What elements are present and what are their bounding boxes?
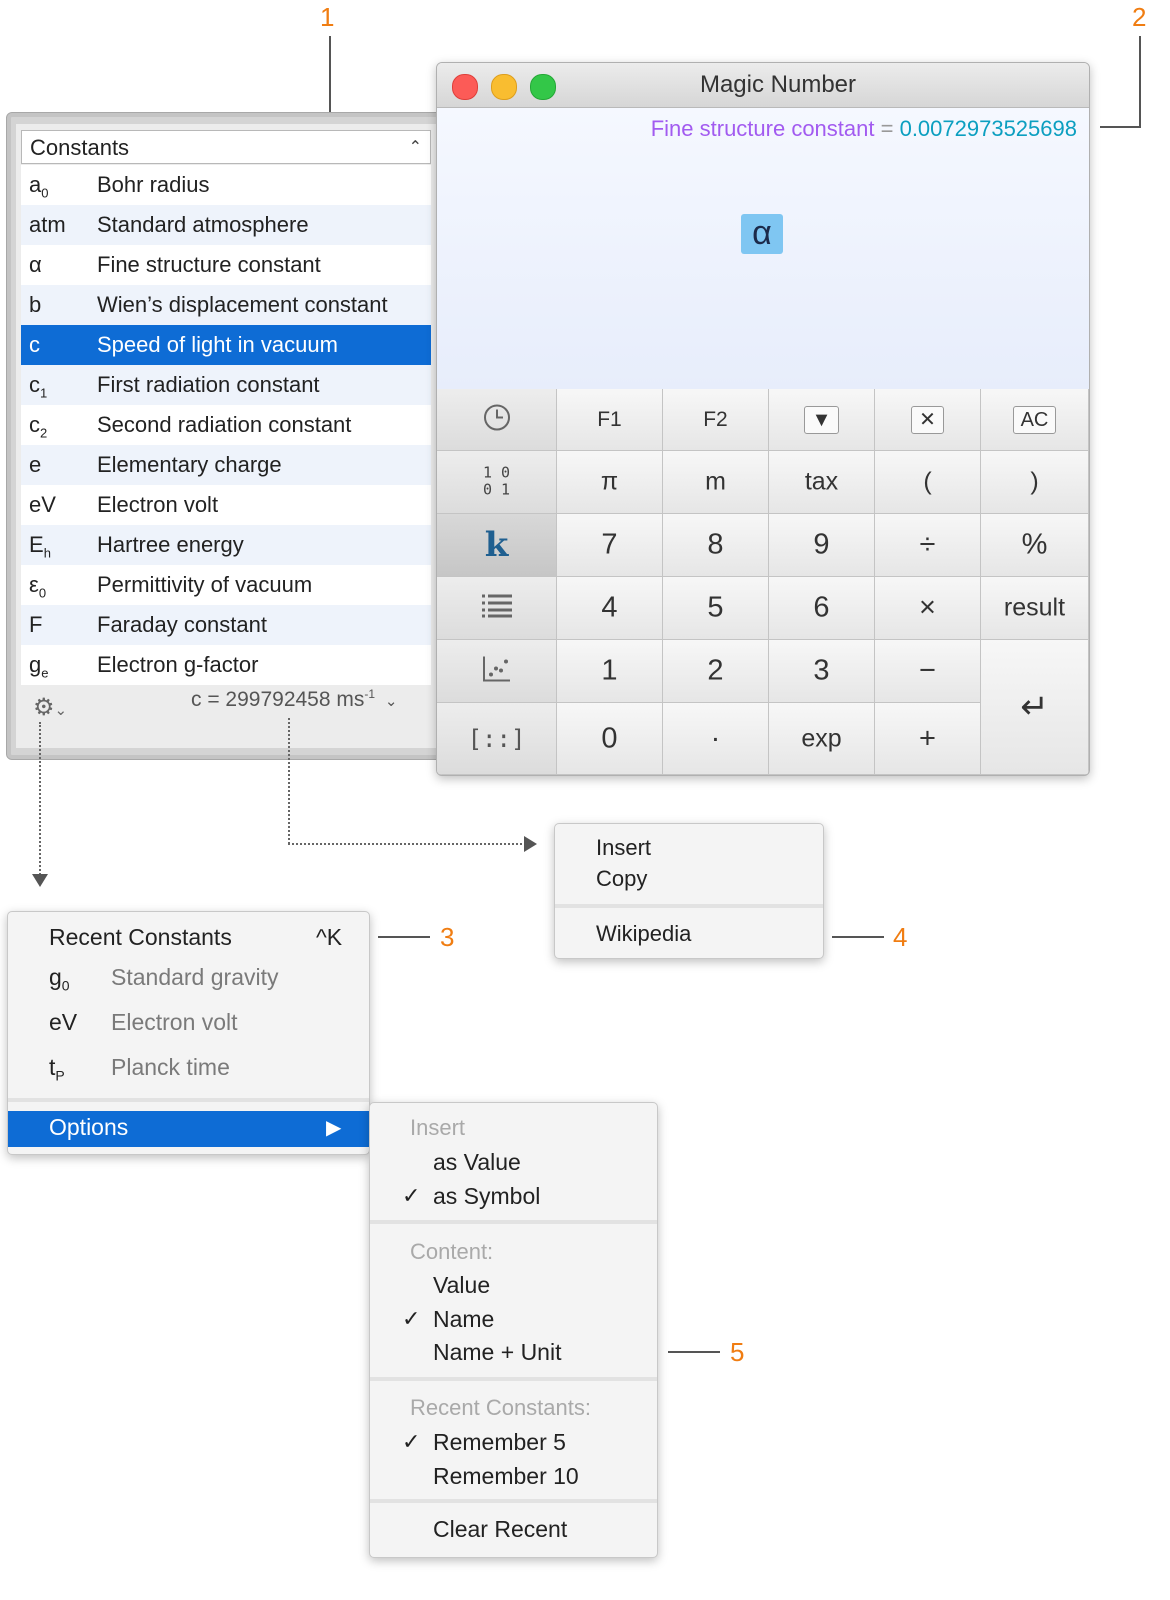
options-menu-item[interactable] [370, 1149, 657, 1181]
five-button[interactable] [663, 577, 769, 640]
options-menu-item[interactable] [370, 1272, 657, 1304]
close-paren-button-label: ) [1030, 467, 1039, 496]
constants-select-label: Constants [30, 135, 130, 160]
constant-row[interactable] [21, 365, 431, 405]
all-clear-button-box: AC [1013, 406, 1057, 434]
callout-2-leader-h [1100, 126, 1141, 128]
callout-4-leader [832, 936, 884, 938]
options-item-label: Name + Unit [433, 1339, 562, 1365]
options-separator [370, 1220, 657, 1224]
callout-2: 2 [1132, 2, 1147, 32]
eight-button-label: 8 [707, 528, 724, 561]
scatter-icon [482, 655, 512, 683]
constants-mode-button-label [437, 525, 556, 565]
constant-name: Electron volt [97, 492, 219, 517]
callout-4: 4 [893, 922, 908, 952]
recent-name: Planck time [111, 1054, 230, 1080]
constant-row[interactable] [21, 525, 431, 565]
constant-name: Standard atmosphere [97, 212, 309, 237]
dropdown-key-button[interactable] [769, 389, 875, 451]
binary-mode-button[interactable] [437, 451, 557, 514]
menu-insert[interactable]: Insert [596, 835, 652, 860]
constant-symbol-text: atm [29, 212, 66, 237]
value-text: c = 299792458 ms [191, 688, 365, 711]
checkmark-icon: ✓ [402, 1306, 421, 1331]
four-button-label: 4 [601, 591, 618, 624]
options-item-label: as Value [433, 1149, 521, 1175]
options-item-label: Name [433, 1306, 495, 1332]
menu-separator [555, 904, 823, 908]
submenu-arrow-icon: ▶ [326, 1117, 342, 1139]
clear-entry-button-box: ✕ [911, 406, 944, 434]
value-connector-v [288, 718, 290, 844]
constant-name: Speed of light in vacuum [97, 332, 338, 357]
constant-symbol [29, 645, 48, 693]
constant-row[interactable] [21, 205, 431, 245]
enter-button[interactable] [981, 640, 1089, 775]
value-exponent: -1 [364, 687, 376, 701]
recent-symbol-text: g [49, 964, 62, 990]
constant-row[interactable] [21, 285, 431, 325]
title-bar[interactable] [437, 63, 1089, 108]
options-separator [370, 1499, 657, 1503]
constant-symbol-subscript: 2 [40, 425, 48, 441]
all-clear-button[interactable] [981, 389, 1089, 451]
matrix-mode-button[interactable] [437, 703, 557, 775]
constant-name: Electron g-factor [97, 652, 259, 677]
constant-row[interactable] [21, 445, 431, 485]
plot-mode-button[interactable] [437, 640, 557, 703]
callout-3-leader [378, 936, 430, 938]
clear-entry-button[interactable] [875, 389, 981, 451]
recent-name: Standard gravity [111, 964, 279, 990]
tax-button-label: tax [804, 467, 839, 496]
open-paren-button[interactable] [875, 451, 981, 514]
list-mode-button[interactable] [437, 577, 557, 640]
close-paren-button[interactable] [981, 451, 1089, 514]
checkmark-icon: ✓ [402, 1429, 421, 1454]
result-equals: = [874, 116, 900, 141]
minus-button[interactable] [875, 640, 981, 703]
nine-button[interactable] [769, 514, 875, 577]
recent-symbol [49, 1054, 65, 1084]
constants-list [21, 165, 431, 685]
tax-button[interactable] [769, 451, 875, 514]
constant-row[interactable] [21, 245, 431, 285]
constant-symbol-subscript: 0 [41, 185, 49, 201]
constant-name: Faraday constant [97, 612, 267, 637]
callout-5: 5 [730, 1337, 745, 1367]
history-button-label [437, 403, 556, 436]
constant-symbol-subscript: e [41, 665, 49, 681]
gear-menu-button[interactable] [33, 693, 67, 722]
recent-symbol [49, 964, 70, 994]
history-button[interactable] [437, 389, 557, 451]
constant-row[interactable] [21, 485, 431, 525]
f2-button-label: F2 [703, 407, 728, 431]
constant-name: Permittivity of vacuum [97, 572, 313, 597]
list-mode-button-label [437, 594, 556, 623]
options-item-label: Remember 5 [433, 1429, 566, 1455]
gear-menu-separator [8, 1098, 369, 1102]
options-section-title: Recent Constants: [410, 1395, 591, 1420]
pi-button-label: π [600, 467, 619, 496]
options-menu-item[interactable] [370, 1306, 657, 1338]
recent-shortcut: ^K [316, 924, 343, 950]
all-clear-button-label [981, 406, 1088, 434]
constant-row[interactable] [21, 645, 431, 685]
minus-button-label: − [919, 654, 936, 687]
six-button-label: 6 [813, 591, 830, 624]
gear-menu [7, 911, 370, 1155]
result-button[interactable] [981, 577, 1089, 640]
constants-category-select[interactable] [21, 130, 431, 164]
dropdown-key-button-label [769, 406, 874, 434]
constant-symbol-subscript: 0 [38, 585, 47, 601]
f1-button[interactable] [557, 389, 663, 451]
constant-symbol-text: α [29, 252, 42, 277]
four-button[interactable] [557, 577, 663, 640]
five-button-label: 5 [707, 591, 724, 624]
options-section-title: Content: [410, 1239, 494, 1264]
constant-symbol-text: b [29, 292, 42, 317]
options-item-label: as Symbol [433, 1183, 541, 1209]
constant-symbol-text: c [29, 412, 40, 437]
exp-button-label: exp [801, 724, 842, 752]
divide-button[interactable] [875, 514, 981, 577]
constant-name: Elementary charge [97, 452, 282, 477]
constant-name: Wien’s displacement constant [97, 292, 388, 317]
constants-mode-button[interactable] [437, 514, 557, 577]
constant-symbol-subscript: 1 [40, 385, 48, 401]
six-button[interactable] [769, 577, 875, 640]
result-line [651, 116, 1077, 142]
recent-constant-item[interactable] [8, 1054, 369, 1094]
recent-symbol-text: t [49, 1054, 56, 1080]
constant-symbol-text: e [29, 452, 42, 477]
menu-wikipedia[interactable]: Wikipedia [596, 921, 692, 946]
options-menu-item[interactable] [370, 1183, 657, 1215]
updown-chevron-icon: ⌃ [408, 139, 422, 156]
constant-symbol-text: eV [29, 492, 56, 517]
input-symbol-token[interactable]: α [741, 214, 783, 254]
constant-symbol-text: E [29, 532, 44, 557]
callout-3: 3 [440, 922, 455, 952]
eight-button[interactable] [663, 514, 769, 577]
value-connector-h [288, 843, 526, 845]
recent-symbol-subscript: 0 [61, 977, 70, 994]
constant-symbol-text: ε [29, 572, 39, 597]
clock-icon [483, 403, 511, 431]
pi-button[interactable] [557, 451, 663, 514]
gear-connector-arrow [32, 874, 48, 887]
three-button[interactable] [769, 640, 875, 703]
gear-connector [39, 722, 41, 878]
matrix-icon: [::] [467, 724, 526, 753]
list-icon [482, 594, 512, 618]
one-button-label: 1 [601, 654, 618, 687]
clear-recent-item[interactable]: Clear Recent [433, 1516, 568, 1542]
seven-button[interactable] [557, 514, 663, 577]
divide-button-label: ÷ [919, 528, 936, 561]
two-button-label: 2 [707, 654, 724, 687]
gear-icon: ⚙ [33, 694, 55, 721]
zero-button[interactable] [557, 703, 663, 775]
constants-drawer [6, 112, 446, 760]
calculator-window [436, 62, 1090, 776]
options-menu-item[interactable] [370, 1429, 657, 1461]
binary-icon: 1 0 0 1 [482, 463, 511, 499]
multiply-button[interactable] [875, 577, 981, 640]
result-constant-name: Fine structure constant [650, 116, 875, 141]
constant-symbol-text: c [29, 332, 40, 357]
window-title: Magic Number [699, 71, 857, 98]
options-item-label: Value [433, 1272, 491, 1298]
callout-5-leader [668, 1351, 720, 1353]
result-value: 0.0072973525698 [899, 116, 1077, 141]
recent-constant-item[interactable] [8, 964, 369, 1004]
recent-symbol-subscript: P [55, 1067, 65, 1084]
selected-constant-value[interactable] [191, 687, 397, 712]
plus-button[interactable] [875, 703, 981, 775]
constant-symbol-text: g [29, 652, 42, 677]
calculator-display [437, 108, 1089, 389]
constant-row[interactable] [21, 605, 431, 645]
m-button[interactable] [663, 451, 769, 514]
chevron-down-icon: ⌄ [54, 702, 68, 719]
constant-row[interactable] [21, 565, 431, 605]
percent-button[interactable] [981, 514, 1089, 577]
constant-name: Hartree energy [97, 532, 244, 557]
value-connector-arrow [524, 836, 537, 852]
options-label: Options [49, 1114, 129, 1140]
matrix-mode-button-label [437, 725, 556, 753]
options-section-title: Insert [410, 1115, 466, 1140]
three-button-label: 3 [813, 654, 830, 687]
recent-constant-item[interactable] [8, 1009, 369, 1049]
recent-constants-header: Recent Constants [49, 924, 232, 950]
checkmark-icon: ✓ [402, 1183, 421, 1208]
clear-entry-button-label [875, 406, 980, 434]
options-submenu [369, 1102, 658, 1558]
constant-name: Bohr radius [97, 172, 210, 197]
constant-row[interactable] [21, 165, 431, 205]
decimal-point-button-label: · [710, 722, 721, 754]
keypad [437, 389, 1089, 775]
result-button-label: result [1003, 593, 1066, 622]
percent-button-label: % [1021, 528, 1048, 561]
options-menu-item[interactable] [8, 1111, 369, 1147]
constant-symbol-subscript: h [43, 545, 51, 561]
k-icon: k [484, 525, 509, 565]
recent-symbol [49, 1009, 77, 1039]
zero-button-label: 0 [601, 722, 618, 754]
constant-symbol-text: F [29, 612, 43, 637]
f2-button[interactable] [663, 389, 769, 451]
m-button-label: m [705, 467, 726, 496]
constant-name: First radiation constant [97, 372, 320, 397]
nine-button-label: 9 [813, 528, 830, 561]
one-button[interactable] [557, 640, 663, 703]
binary-mode-button-label [437, 465, 556, 500]
open-paren-button-label: ( [923, 467, 932, 496]
multiply-button-label: × [919, 591, 936, 624]
enter-button-label: ↵ [1020, 688, 1049, 726]
options-item-label: Remember 10 [433, 1463, 579, 1489]
dropdown-key-button-box: ▼ [804, 406, 840, 434]
constant-row[interactable] [21, 405, 431, 445]
plot-mode-button-label [437, 655, 556, 688]
recent-symbol-text: eV [49, 1009, 78, 1035]
two-button[interactable] [663, 640, 769, 703]
plus-button-label: + [919, 722, 936, 754]
options-menu-item[interactable] [370, 1339, 657, 1371]
value-context-menu [554, 823, 824, 959]
value-chevron-down-icon: ⌄ [384, 693, 398, 710]
exp-button[interactable] [769, 703, 875, 775]
decimal-point-button[interactable] [663, 703, 769, 775]
constant-name: Fine structure constant [97, 252, 321, 277]
options-separator [370, 1377, 657, 1381]
options-menu-item[interactable] [370, 1463, 657, 1495]
constant-name: Second radiation constant [97, 412, 352, 437]
constant-row[interactable] [21, 325, 431, 365]
callout-2-leader-v [1139, 36, 1141, 128]
f1-button-label: F1 [597, 407, 622, 431]
constant-symbol-text: c [29, 372, 40, 397]
menu-copy[interactable]: Copy [596, 866, 648, 891]
callout-1: 1 [320, 2, 335, 32]
seven-button-label: 7 [601, 528, 618, 561]
recent-name: Electron volt [111, 1009, 238, 1035]
constant-symbol-text: a [29, 172, 42, 197]
